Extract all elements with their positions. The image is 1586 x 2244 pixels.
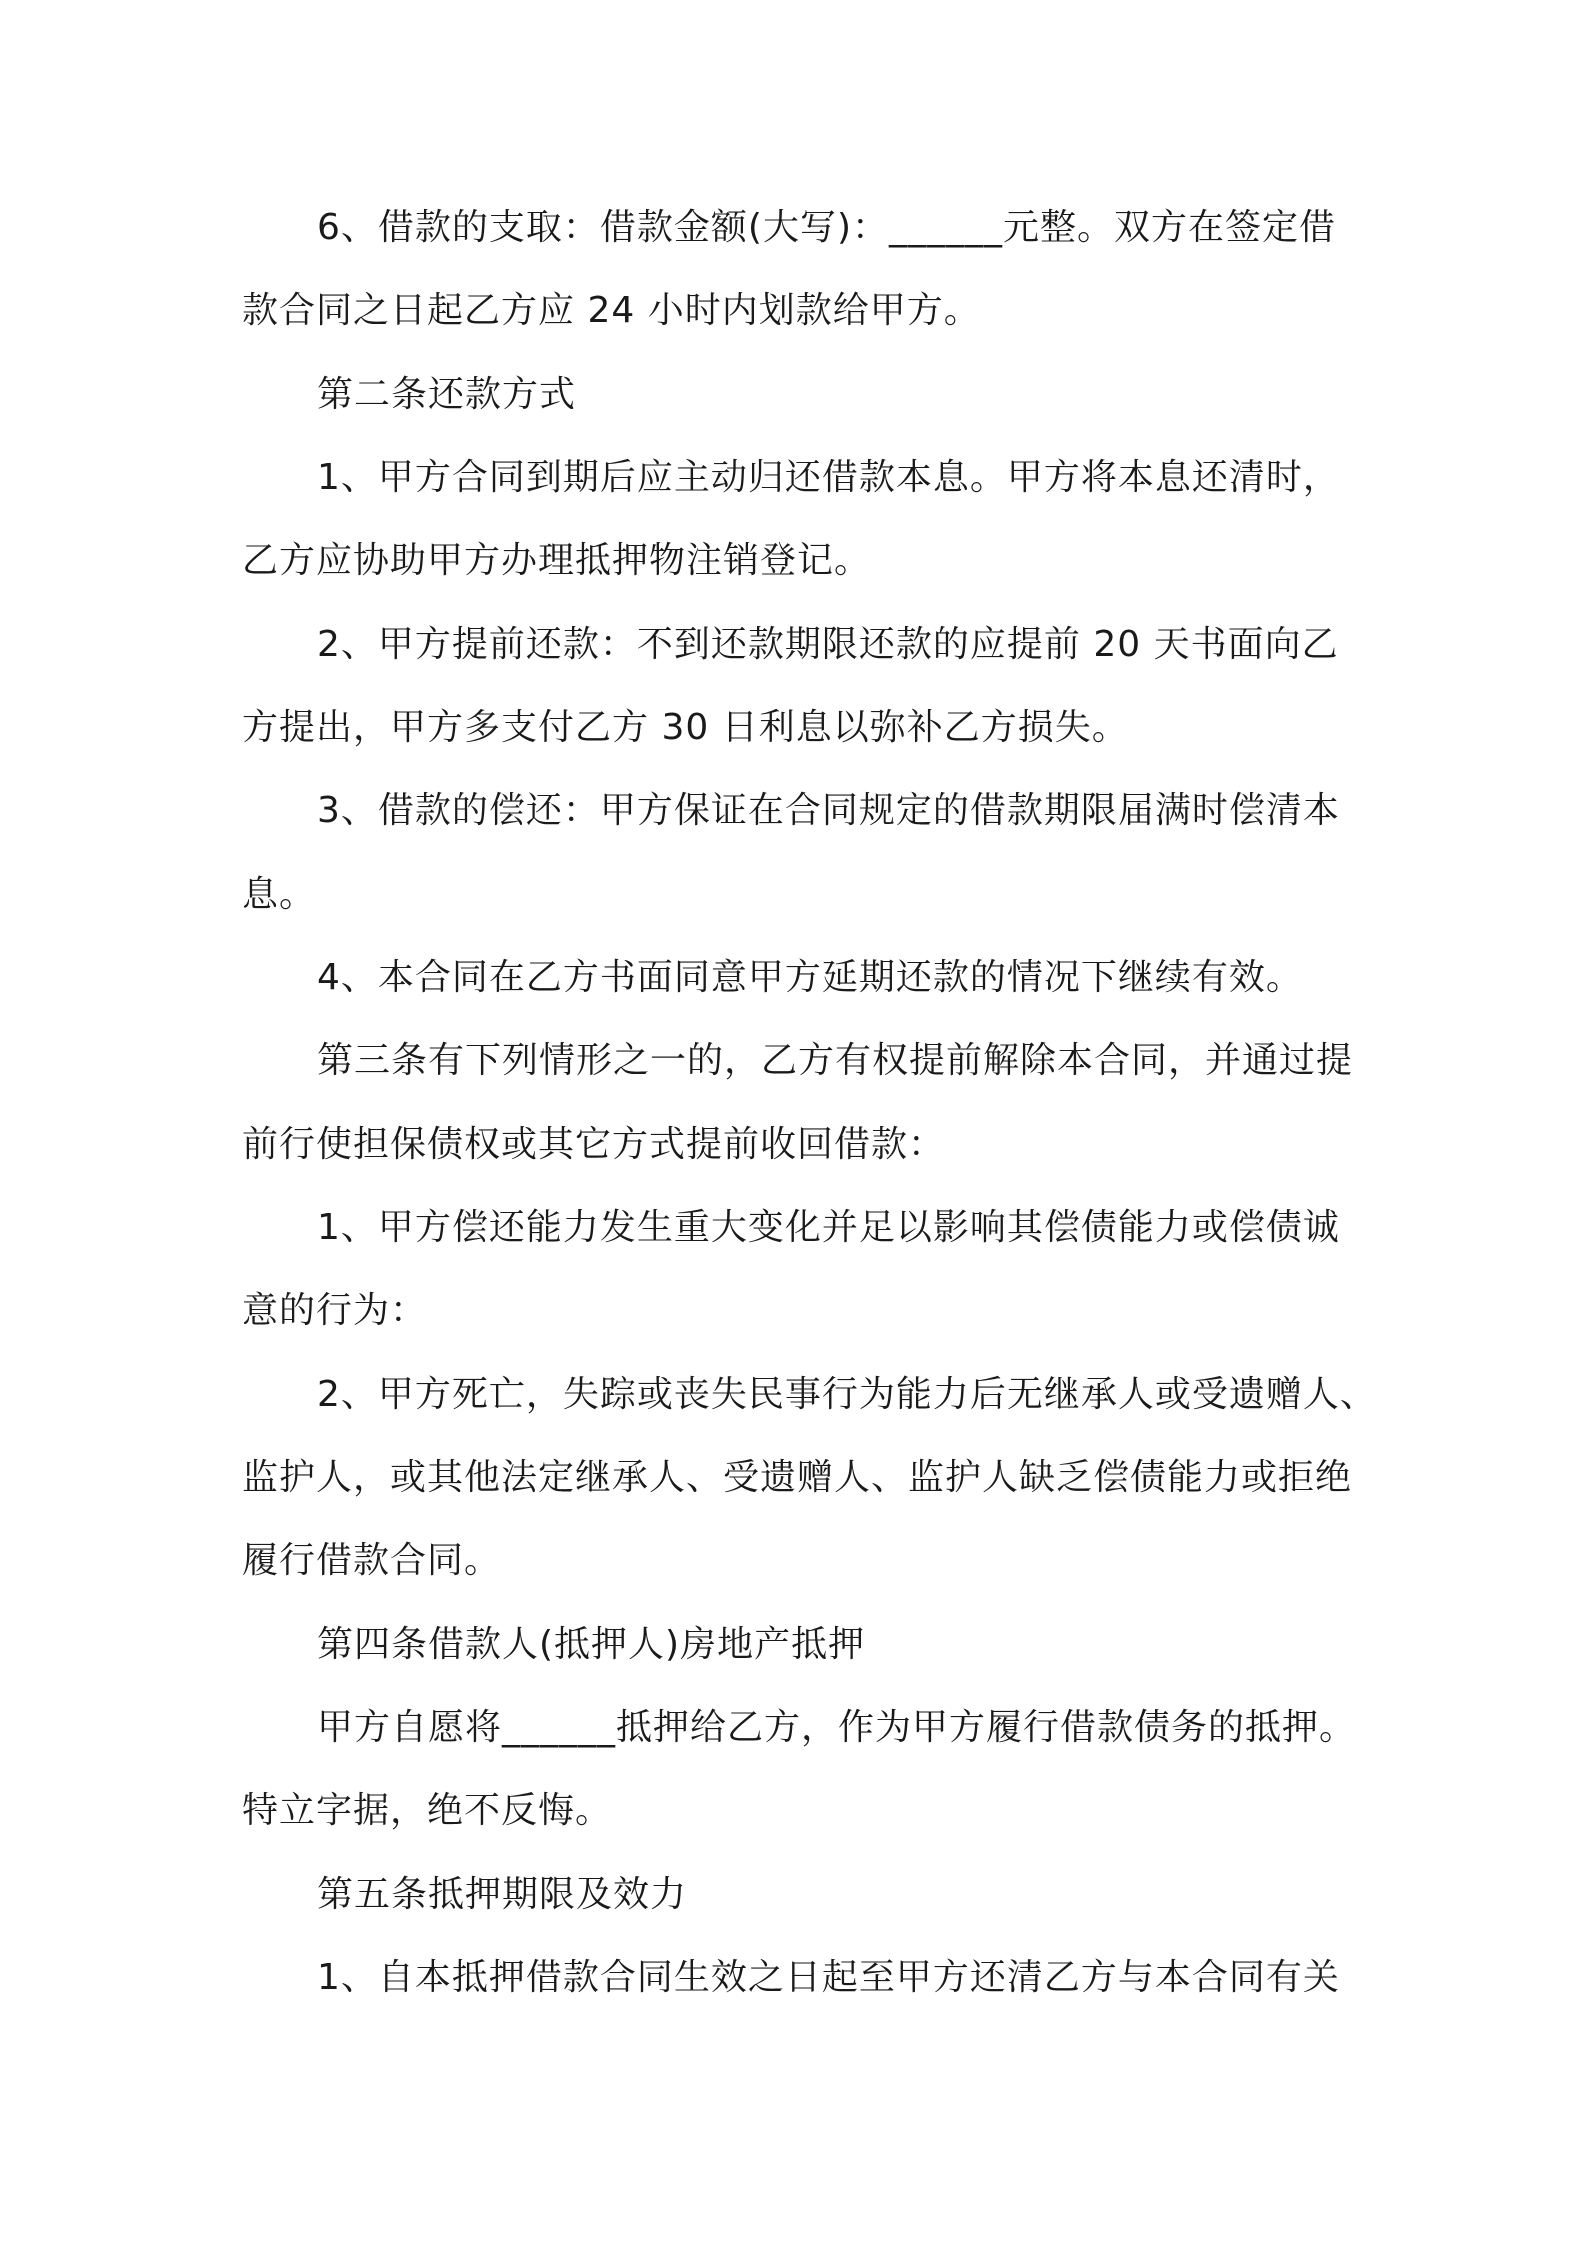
- article-2-heading: 第二条还款方式: [317, 374, 577, 415]
- article-3-heading: 第三条有下列情形之一的，乙方有权提前解除本合同，并通过提: [317, 1040, 1354, 1081]
- article-4-body: 甲方自愿将______抵押给乙方，作为甲方履行借款债务的抵押。: [317, 1707, 1357, 1748]
- article-2-item-4: 4、本合同在乙方书面同意甲方延期还款的情况下继续有效。: [317, 957, 1303, 998]
- article-3-item-1: 1、甲方偿还能力发生重大变化并足以影响其偿债能力或偿债诚: [317, 1207, 1340, 1248]
- article-2-item-2-cont: 方提出，甲方多支付乙方 30 日利息以弥补乙方损失。: [242, 707, 1129, 748]
- article-2-item-3-cont: 息。: [242, 874, 317, 915]
- article-2-item-1-cont: 乙方应协助甲方办理抵押物注销登记。: [242, 540, 872, 581]
- article-3-item-2-cont-2: 履行借款合同。: [242, 1540, 502, 1581]
- article-3-item-2: 2、甲方死亡，失踪或丧失民事行为能力后无继承人或受遗赠人、: [317, 1374, 1377, 1415]
- article-3-item-2-cont: 监护人，或其他法定继承人、受遗赠人、监护人缺乏偿债能力或拒绝: [242, 1457, 1353, 1498]
- article-3-item-1-cont: 意的行为：: [242, 1290, 428, 1331]
- article-2-item-3: 3、借款的偿还：甲方保证在合同规定的借款期限届满时偿清本: [317, 790, 1340, 831]
- article-5-item-1: 1、自本抵押借款合同生效之日起至甲方还清乙方与本合同有关: [317, 1957, 1340, 1998]
- clause-6-drawdown: 6、借款的支取：借款金额(大写)：______元整。双方在签定借: [317, 207, 1336, 248]
- article-4-heading: 第四条借款人(抵押人)房地产抵押: [317, 1624, 866, 1665]
- article-2-item-1: 1、甲方合同到期后应主动归还借款本息。甲方将本息还清时，: [317, 457, 1340, 498]
- article-2-item-2: 2、甲方提前还款：不到还款期限还款的应提前 20 天书面向乙: [317, 624, 1339, 665]
- clause-6-drawdown-cont: 款合同之日起乙方应 24 小时内划款给甲方。: [242, 290, 981, 331]
- article-4-body-cont: 特立字据，绝不反悔。: [242, 1790, 613, 1831]
- article-5-heading: 第五条抵押期限及效力: [317, 1874, 688, 1915]
- article-3-heading-cont: 前行使担保债权或其它方式提前收回借款：: [242, 1124, 946, 1165]
